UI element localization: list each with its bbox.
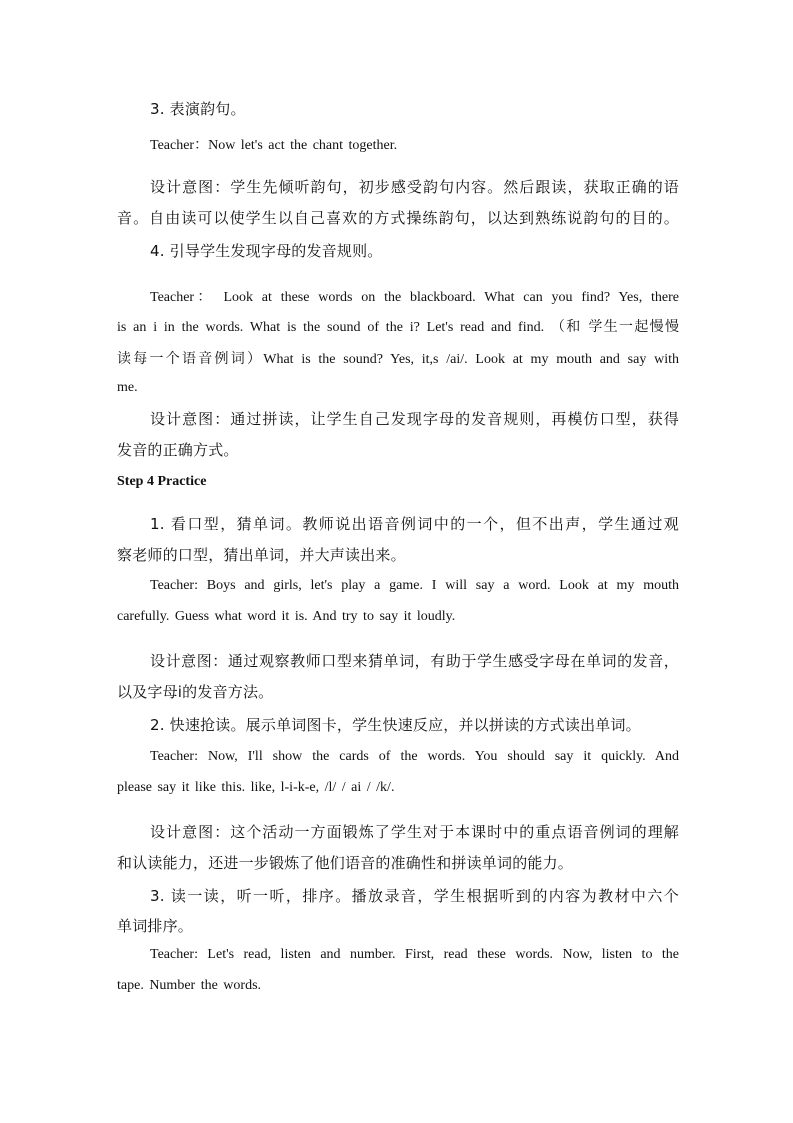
practice-item-1: 察老师的口型，猜出单词，并大声读出来。 — [117, 546, 406, 564]
teacher-line: Teacher： Look at these words on the blackboard. What can you find? Yes, there — [150, 290, 679, 305]
teacher-line: 读每一个语音例词）What is the sound? Yes, it,s /ai/. Look at my mouth and say with — [117, 352, 679, 367]
design-intent-paragraph: 发音的正确方式。 — [117, 441, 239, 459]
practice-item-1: 1. 看口型，猜单词。教师说出语音例词中的一个，但不出声，学生通过观 — [150, 515, 679, 533]
design-intent-paragraph: 设计意图：通过观察教师口型来猜单词，有助于学生感受字母在单词的发音， — [150, 652, 679, 670]
practice-item-3: 单词排序。 — [117, 917, 194, 935]
design-intent-paragraph: 和认读能力，还进一步锻炼了他们语音的准确性和拼读单词的能力。 — [117, 854, 574, 872]
teacher-line: is an i in the words. What is the sound of the i? Let's read and find. （和 学生一起慢慢 — [117, 320, 679, 335]
design-intent-paragraph: 音。自由读可以使学生以自己喜欢的方式操练韵句，以达到熟练说韵句的目的。 — [117, 209, 679, 227]
teacher-line: Teacher: Now, I'll show the cards of the words. You should say it quickly. And — [150, 749, 679, 764]
teacher-line: me. — [117, 380, 138, 395]
item-4-heading: 4. 引导学生发现字母的发音规则。 — [150, 242, 383, 260]
practice-item-3: 3. 读一读，听一听，排序。播放录音，学生根据听到的内容为教材中六个 — [150, 887, 679, 905]
design-intent-paragraph: 以及字母i的发音方法。 — [117, 683, 274, 701]
practice-item-2: 2. 快速抢读。展示单词图卡，学生快速反应，并以拼读的方式读出单词。 — [150, 716, 641, 734]
design-intent-paragraph: 设计意图：学生先倾听韵句，初步感受韵句内容。然后跟读，获取正确的语 — [150, 178, 679, 196]
design-intent-paragraph: 设计意图：这个活动一方面锻炼了学生对于本课时中的重点语音例词的理解 — [150, 823, 679, 841]
teacher-line: tape. Number the words. — [117, 978, 262, 993]
teacher-line: Teacher: Boys and girls, let's play a game. I will say a word. Look at my mouth — [150, 578, 679, 593]
teacher-line: carefully. Guess what word it is. And try to say it loudly. — [117, 609, 456, 624]
teacher-line: please say it like this. like, l-i-k-e, /l/ / ai / /k/. — [117, 780, 395, 795]
design-intent-paragraph: 设计意图：通过拼读，让学生自己发现字母的发音规则，再模仿口型，获得 — [150, 410, 679, 428]
teacher-line: Teacher: Let's read, listen and number. First, read these words. Now, listen to the — [150, 947, 679, 962]
item-3-heading: 3. 表演韵句。 — [150, 100, 246, 118]
teacher-line: Teacher：Now let's act the chant together. — [150, 138, 398, 153]
section-heading: Step 4 Practice — [117, 474, 207, 489]
